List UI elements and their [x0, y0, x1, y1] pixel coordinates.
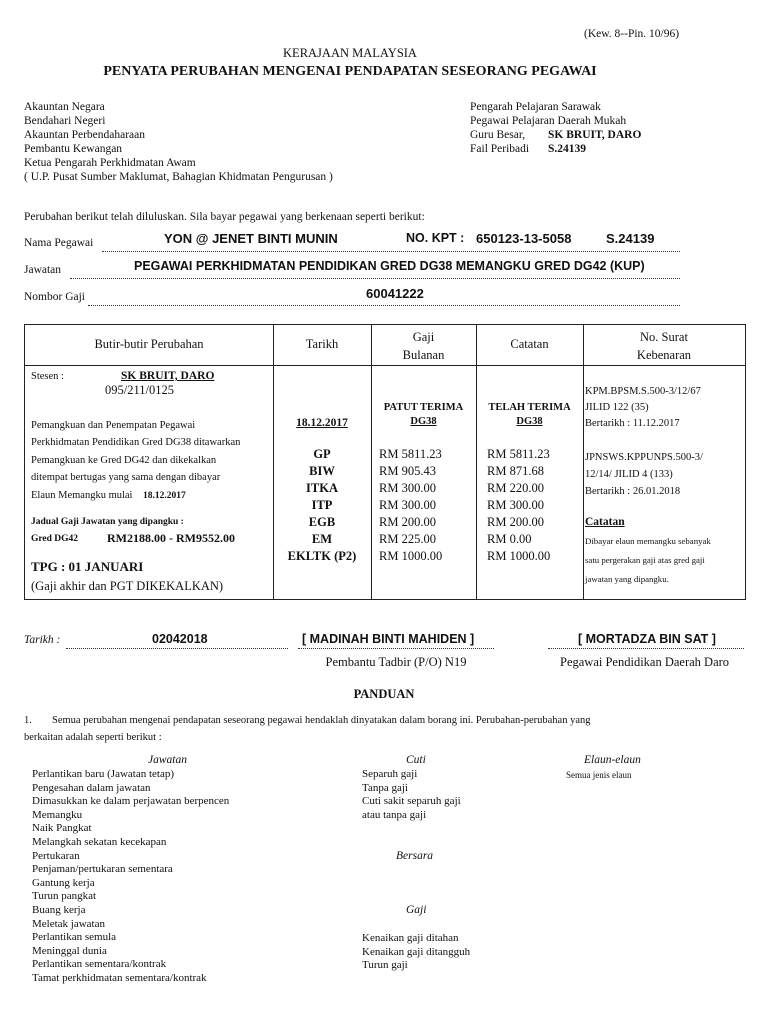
fail-peribadi-label: Fail Peribadi: [470, 143, 530, 155]
post-underline: [70, 278, 680, 279]
header-notes: Catatan: [510, 337, 549, 351]
allowance-codes: [273, 446, 371, 565]
received-values: [487, 446, 550, 565]
note-text: [585, 532, 711, 589]
received-l2: DG38: [516, 416, 543, 427]
guide-item-1: [24, 712, 591, 746]
code-cell: ITP: [311, 498, 333, 512]
amount-cell: RM 300.00: [379, 481, 436, 495]
guide-item-1-line1: [24, 712, 591, 729]
post-label: Jawatan: [24, 264, 62, 276]
recipients-right: [470, 100, 641, 156]
recipient-line: Pengarah Pelajaran Sarawak: [470, 101, 601, 113]
recipient-line: Akauntan Perbendaharaan: [24, 129, 146, 141]
approval-line: Bertarikh : 11.12.2017: [585, 418, 680, 429]
kpt-value: 650123-13-5058: [476, 231, 572, 246]
fail-peribadi-row: [470, 142, 641, 156]
salary-number: 60041222: [366, 286, 424, 301]
approval-line: KPM.BPSM.S.500-3/12/67: [585, 386, 701, 397]
list-item: atau tanpa gaji: [362, 808, 427, 821]
list-item: Gantung kerja: [32, 876, 95, 889]
received-l1: TELAH TERIMA: [488, 402, 571, 413]
signature-date-label: Tarikh :: [24, 634, 61, 646]
effective-date: 18.12.2017: [296, 417, 348, 429]
amount-cell: RM 200.00: [379, 515, 436, 529]
gaji-list: [362, 932, 470, 973]
approval-line: JPNSWS.KPPUNPS.500-3/: [585, 452, 703, 463]
signature-date-underline: [66, 648, 288, 649]
guide-item-1-line2: berkaitan adalah seperti berikut :: [24, 732, 162, 743]
name-label: Nama Pegawai: [24, 237, 94, 249]
recipient-line: ( U.P. Pusat Sumber Maklumat, Bahagian Khidmatan Pengurusan ): [24, 171, 333, 183]
list-item: Melangkah sekatan kecekapan: [32, 835, 167, 848]
file-number: S.24139: [606, 231, 655, 246]
description-line: Pemangkuan dan Penempatan Pegawai: [31, 420, 196, 431]
page-title: PENYATA PERUBAHAN MENGENAI PENDAPATAN SESEORANG PEGAWAI: [103, 64, 597, 79]
jawatan-heading: Jawatan: [148, 754, 187, 766]
header-salary-l2: Bulanan: [402, 348, 445, 362]
recipient-line: Bendahari Negeri: [24, 115, 106, 127]
description-line: Perkhidmatan Pendidikan Gred DG38 ditawarkan: [31, 437, 241, 449]
signer1-underline: [298, 648, 494, 649]
note-line: satu pergerakan gaji atas gred gaji: [585, 555, 705, 565]
recipient-line: Pegawai Pelajaran Daerah Mukah: [470, 115, 627, 127]
list-item: Separuh gaji: [362, 768, 418, 780]
header-divider: [25, 365, 745, 366]
amount-cell: RM 5811.23: [487, 447, 550, 461]
station-code: 095/211/0125: [105, 383, 174, 397]
guru-besar-value: SK BRUIT, DARO: [548, 129, 642, 141]
recipient-line: Pembantu Kewangan: [24, 143, 123, 155]
amount-cell: RM 200.00: [487, 515, 544, 529]
should-receive-l1: PATUT TERIMA: [383, 402, 464, 413]
list-item: Pengesahan dalam jawatan: [32, 781, 151, 794]
list-item: Dimasukkan ke dalam perjawatan berpencen: [32, 795, 230, 808]
note-title: Catatan: [585, 516, 625, 528]
allowance-label: Elaun Memangku mulai: [31, 489, 133, 501]
header-date: Tarikh: [305, 337, 339, 351]
code-cell: EKLTK (P2): [287, 549, 357, 563]
guide-item-1-text: Semua perubahan mengenai pendapatan seseorang pegawai hendaklah dinyatakan dalam borang ini. Perubahan-perubahan yang: [52, 715, 591, 726]
elaun-item: Semua jenis elaun: [566, 770, 632, 780]
intro-text: Perubahan berikut telah diluluskan. Sila bayar pegawai yang berkenaan seperti berikut:: [24, 211, 425, 223]
amount-cell: RM 225.00: [379, 532, 436, 546]
form-code: (Kew. 8--Pin. 10/96): [584, 28, 680, 40]
list-item: Perlantikan sementara/kontrak: [32, 958, 167, 971]
header-salary-l1: Gaji: [412, 330, 435, 344]
amount-cell: RM 1000.00: [379, 549, 443, 563]
amount-cell: RM 300.00: [487, 498, 544, 512]
jawatan-list: [32, 768, 229, 986]
signer2-name: [ MORTADZA BIN SAT ]: [578, 632, 716, 646]
recipient-line: Akauntan Negara: [24, 101, 105, 113]
amount-cell: RM 905.43: [379, 464, 436, 478]
amount-cell: RM 300.00: [379, 498, 436, 512]
employee-post: PEGAWAI PERKHIDMATAN PENDIDIKAN GRED DG38 MEMANGKU GRED DG42 (KUP): [134, 259, 645, 273]
list-item: Penjaman/pertukaran sementara: [32, 863, 173, 876]
amount-cell: RM 0.00: [487, 532, 532, 546]
guru-besar-row: [470, 128, 641, 142]
approval-line: 12/14/ JILID 4 (133): [585, 469, 673, 480]
allowance-date: 18.12.2017: [142, 490, 186, 501]
header-salary: [371, 328, 476, 364]
col-divider: [371, 325, 372, 599]
list-item: Pertukaran: [32, 849, 80, 862]
code-cell: GP: [313, 447, 331, 461]
should-receive-header: [371, 401, 476, 429]
list-item: Cuti sakit separuh gaji: [362, 795, 461, 808]
recipients-left: [24, 100, 333, 184]
col-divider: [476, 325, 477, 599]
header-approval-l2: Kebenaran: [636, 348, 692, 362]
approval-ref-2: [585, 449, 703, 500]
header-approval-l1: No. Surat: [640, 330, 688, 344]
list-item: Turun pangkat: [32, 890, 97, 903]
col-divider: [583, 325, 584, 599]
should-receive-l2: DG38: [410, 416, 437, 427]
approval-line: Bertarikh : 26.01.2018: [585, 486, 681, 497]
changes-table: [24, 324, 746, 600]
list-item: Kenaikan gaji ditahan: [362, 932, 459, 944]
signature-date: 02042018: [152, 632, 208, 646]
code-cell: BIW: [309, 464, 335, 478]
list-item: Meninggal dunia: [32, 944, 107, 957]
list-item: Tamat perkhidmatan sementara/kontrak: [32, 971, 207, 984]
code-cell: ITKA: [306, 481, 338, 495]
list-item: Naik Pangkat: [32, 822, 92, 835]
signer1-title: Pembantu Tadbir (P/O) N19: [325, 655, 467, 669]
list-item: Perlantikan semula: [32, 931, 117, 944]
signer2-underline: [548, 648, 744, 649]
station-value: SK BRUIT, DARO: [121, 370, 215, 382]
amount-cell: RM 220.00: [487, 481, 544, 495]
amount-cell: RM 5811.23: [379, 447, 442, 461]
signer2-title: Pegawai Pendidikan Daerah Daro: [560, 655, 730, 669]
should-receive-values: [379, 446, 442, 565]
list-item: Buang kerja: [32, 903, 86, 916]
guru-besar-label: Guru Besar,: [470, 129, 526, 141]
header-details: Butir-butir Perubahan: [94, 337, 204, 351]
description-line: Pemangkuan ke Gred DG42 dan dikekalkan: [31, 454, 217, 466]
salary-no-underline: [88, 305, 680, 306]
received-header: [476, 401, 583, 429]
station-label: Stesen :: [31, 371, 64, 382]
guide-item-num: 1.: [24, 715, 32, 726]
change-description: [31, 417, 240, 505]
amount-cell: RM 1000.00: [487, 549, 551, 563]
bersara-heading: Bersara: [396, 850, 434, 862]
approval-line: JILID 122 (35): [585, 402, 649, 413]
note-line: jawatan yang dipangku.: [585, 574, 669, 584]
tpg: TPG : 01 JANUARI: [31, 559, 144, 574]
list-item: Perlantikan baru (Jawatan tetap): [32, 768, 175, 780]
tpg-note: (Gaji akhir dan PGT DIKEKALKAN): [31, 579, 224, 593]
name-underline: [102, 251, 680, 252]
scale-grade: Gred DG42: [31, 534, 79, 544]
note-line: Dibayar elaun memangku sebanyak: [585, 536, 711, 546]
allowance-line: [31, 487, 240, 505]
description-line: ditempat bertugas yang sama dengan dibayar: [31, 472, 221, 484]
scale-range: RM2188.00 - RM9552.00: [107, 531, 235, 545]
guide-title: PANDUAN: [353, 687, 415, 701]
code-cell: EGB: [308, 515, 336, 529]
approval-ref-1: [585, 384, 701, 432]
fail-peribadi-value: S.24139: [548, 143, 587, 155]
list-item: Meletak jawatan: [32, 917, 105, 930]
list-item: Tanpa gaji: [362, 781, 408, 794]
salary-no-label: Nombor Gaji: [24, 291, 86, 303]
elaun-heading: Elaun-elaun: [584, 754, 641, 766]
gaji-heading: Gaji: [406, 904, 427, 916]
list-item: Turun gaji: [362, 959, 408, 972]
code-cell: EM: [311, 532, 333, 546]
scale-label: Jadual Gaji Jawatan yang dipangku :: [31, 517, 184, 527]
amount-cell: RM 871.68: [487, 464, 544, 478]
kpt-label: NO. KPT :: [406, 231, 465, 245]
cuti-heading: Cuti: [406, 754, 426, 766]
recipient-line: Ketua Pengarah Perkhidmatan Awam: [24, 157, 196, 169]
signer1-name: [ MADINAH BINTI MAHIDEN ]: [302, 632, 475, 646]
list-item: Kenaikan gaji ditangguh: [362, 945, 471, 958]
employee-name: YON @ JENET BINTI MUNIN: [164, 231, 338, 246]
header-approval: [583, 328, 745, 364]
list-item: Memangku: [32, 808, 83, 821]
org-heading: KERAJAAN MALAYSIA: [283, 46, 417, 60]
cuti-list: [362, 768, 461, 822]
